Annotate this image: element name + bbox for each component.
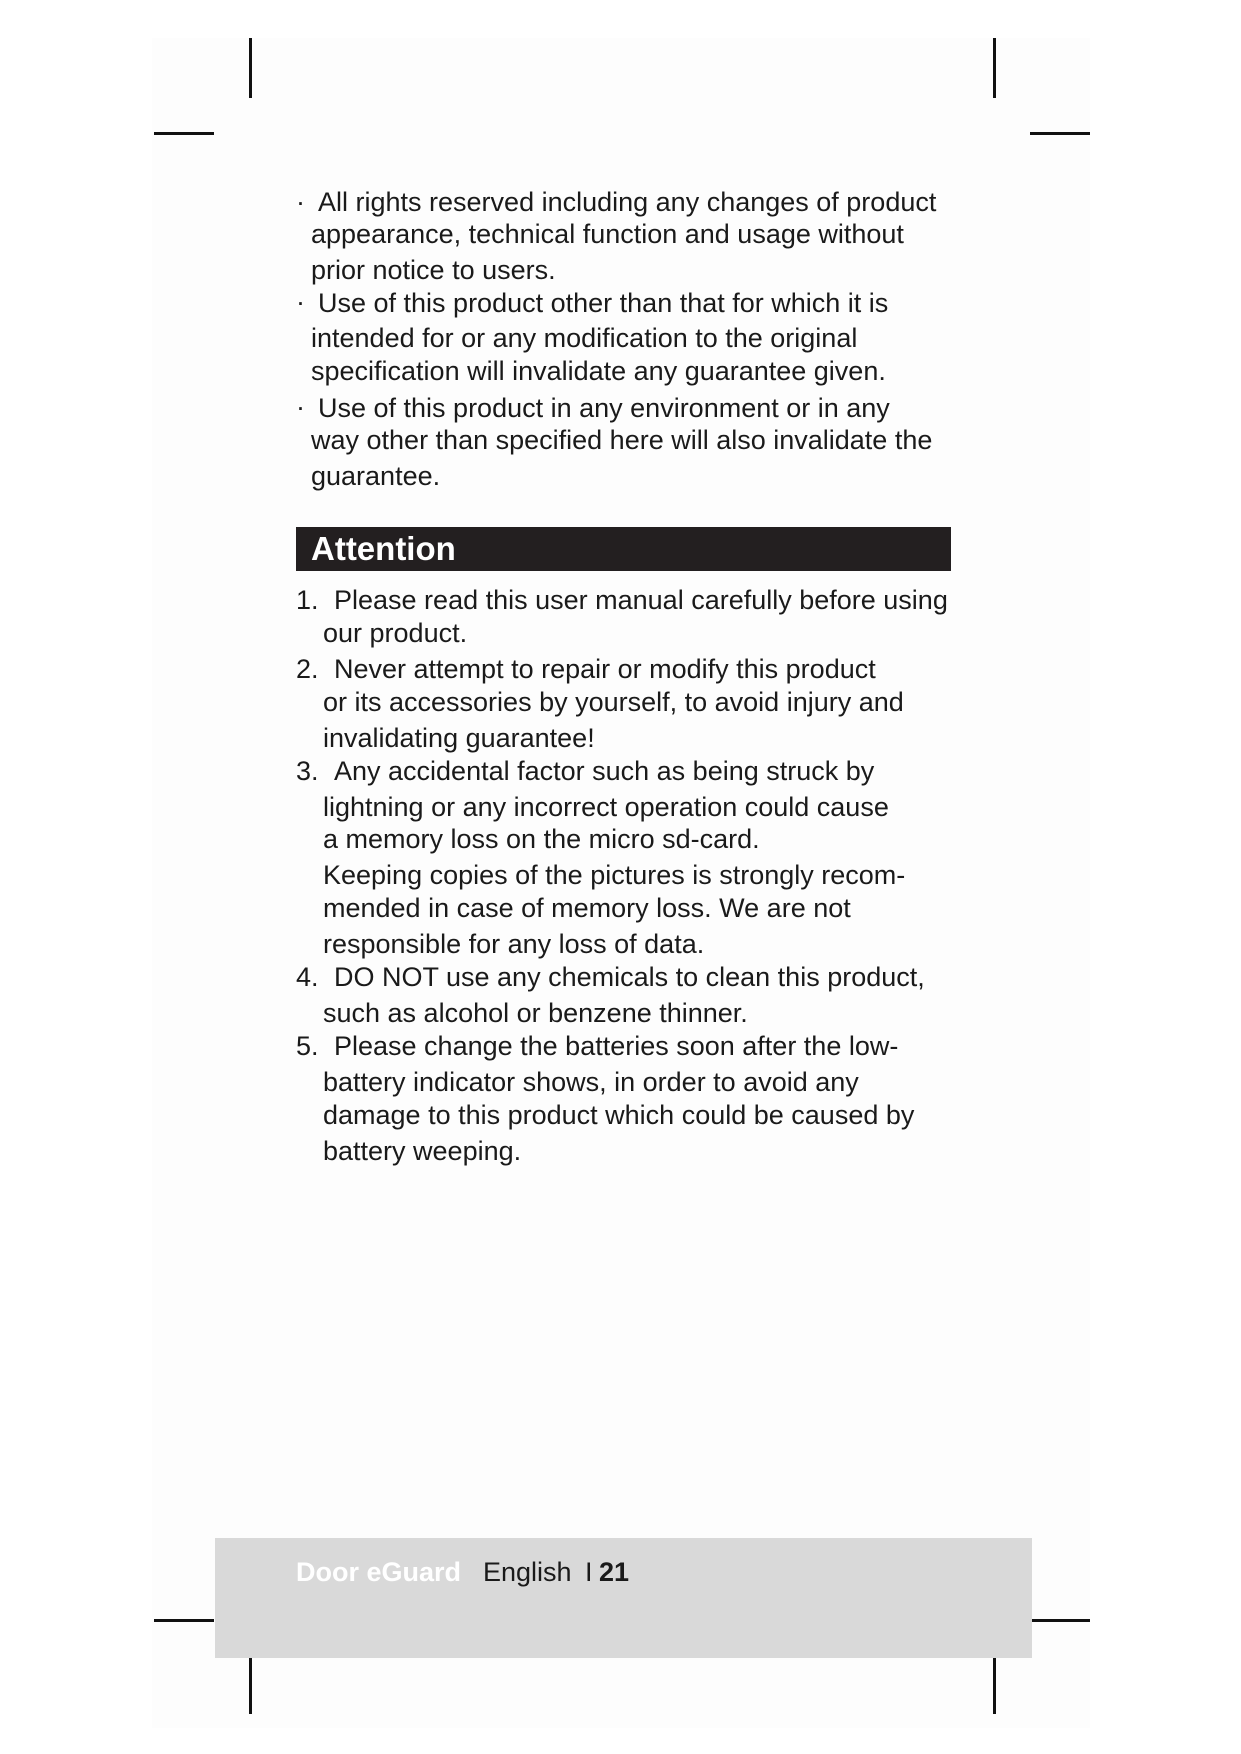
notice-2-line-3: specification will invalidate any guarantee given. — [311, 356, 886, 386]
attention-item-5-line-4: battery weeping. — [323, 1136, 522, 1166]
attention-item-5-line-3: damage to this product which could be caused by — [323, 1100, 915, 1130]
bullet-marker: · — [296, 187, 305, 217]
attention-item-5-line-1: Please change the batteries soon after the low- — [334, 1031, 899, 1061]
attention-item-1-line-2: our product. — [323, 618, 468, 648]
notice-2-line-2: intended for or any modification to the original — [311, 323, 858, 353]
crop-mark-top-left-horizontal — [154, 132, 214, 135]
footer-separator: I — [585, 1557, 593, 1587]
attention-item-3-line-3: a memory loss on the micro sd-card. — [323, 824, 760, 854]
notice-3-line-2: way other than specified here will also invalidate the — [311, 425, 933, 455]
crop-mark-bottom-left-vertical — [249, 1654, 252, 1714]
attention-item-2-line-1: Never attempt to repair or modify this product — [334, 654, 876, 684]
attention-item-4-line-2: such as alcohol or benzene thinner. — [323, 998, 748, 1028]
attention-item-3-line-2: lightning or any incorrect operation could cause — [323, 792, 889, 822]
bullet-marker: · — [296, 287, 305, 317]
notice-2-line-1: Use of this product other than that for which it is — [318, 288, 889, 318]
bullet-marker: · — [296, 392, 305, 422]
attention-item-3-line-4: Keeping copies of the pictures is strongly recom- — [323, 860, 906, 890]
attention-item-2-number: 2. — [296, 654, 319, 684]
notice-1-line-1: All rights reserved including any changes of product — [318, 187, 937, 217]
attention-item-2-line-3: invalidating guarantee! — [323, 723, 595, 753]
footer-brand: Door eGuard — [296, 1557, 462, 1587]
attention-item-3-line-5: mended in case of memory loss. We are not — [323, 893, 851, 923]
attention-item-4-number: 4. — [296, 962, 319, 992]
crop-mark-top-right-horizontal — [1030, 132, 1090, 135]
attention-item-4-line-1: DO NOT use any chemicals to clean this product, — [334, 962, 925, 992]
crop-mark-bottom-right-horizontal — [1030, 1619, 1090, 1622]
attention-item-2-line-2: or its accessories by yourself, to avoid injury and — [323, 687, 904, 717]
crop-mark-bottom-right-vertical — [993, 1654, 996, 1714]
page-footer — [215, 1538, 1032, 1658]
crop-mark-top-right-vertical — [993, 38, 996, 98]
attention-item-3-line-1: Any accidental factor such as being struck by — [334, 756, 875, 786]
notice-3-line-1: Use of this product in any environment or in any — [318, 393, 890, 423]
attention-item-1-line-1: Please read this user manual carefully before using — [334, 585, 948, 615]
attention-item-5-line-2: battery indicator shows, in order to avoid any — [323, 1067, 859, 1097]
footer-language: English — [483, 1557, 572, 1587]
page-number: 21 — [599, 1557, 630, 1587]
attention-item-3-number: 3. — [296, 756, 319, 786]
notice-1-line-3: prior notice to users. — [311, 255, 556, 285]
crop-mark-top-left-vertical — [249, 38, 252, 98]
crop-mark-bottom-left-horizontal — [154, 1619, 214, 1622]
notice-1-line-2: appearance, technical function and usage without — [311, 219, 904, 249]
attention-item-1-number: 1. — [296, 585, 319, 615]
notice-3-line-3: guarantee. — [311, 461, 441, 491]
attention-item-5-number: 5. — [296, 1031, 319, 1061]
attention-item-3-line-6: responsible for any loss of data. — [323, 929, 705, 959]
attention-title: Attention — [311, 530, 456, 567]
attention-header-bar — [296, 527, 951, 571]
